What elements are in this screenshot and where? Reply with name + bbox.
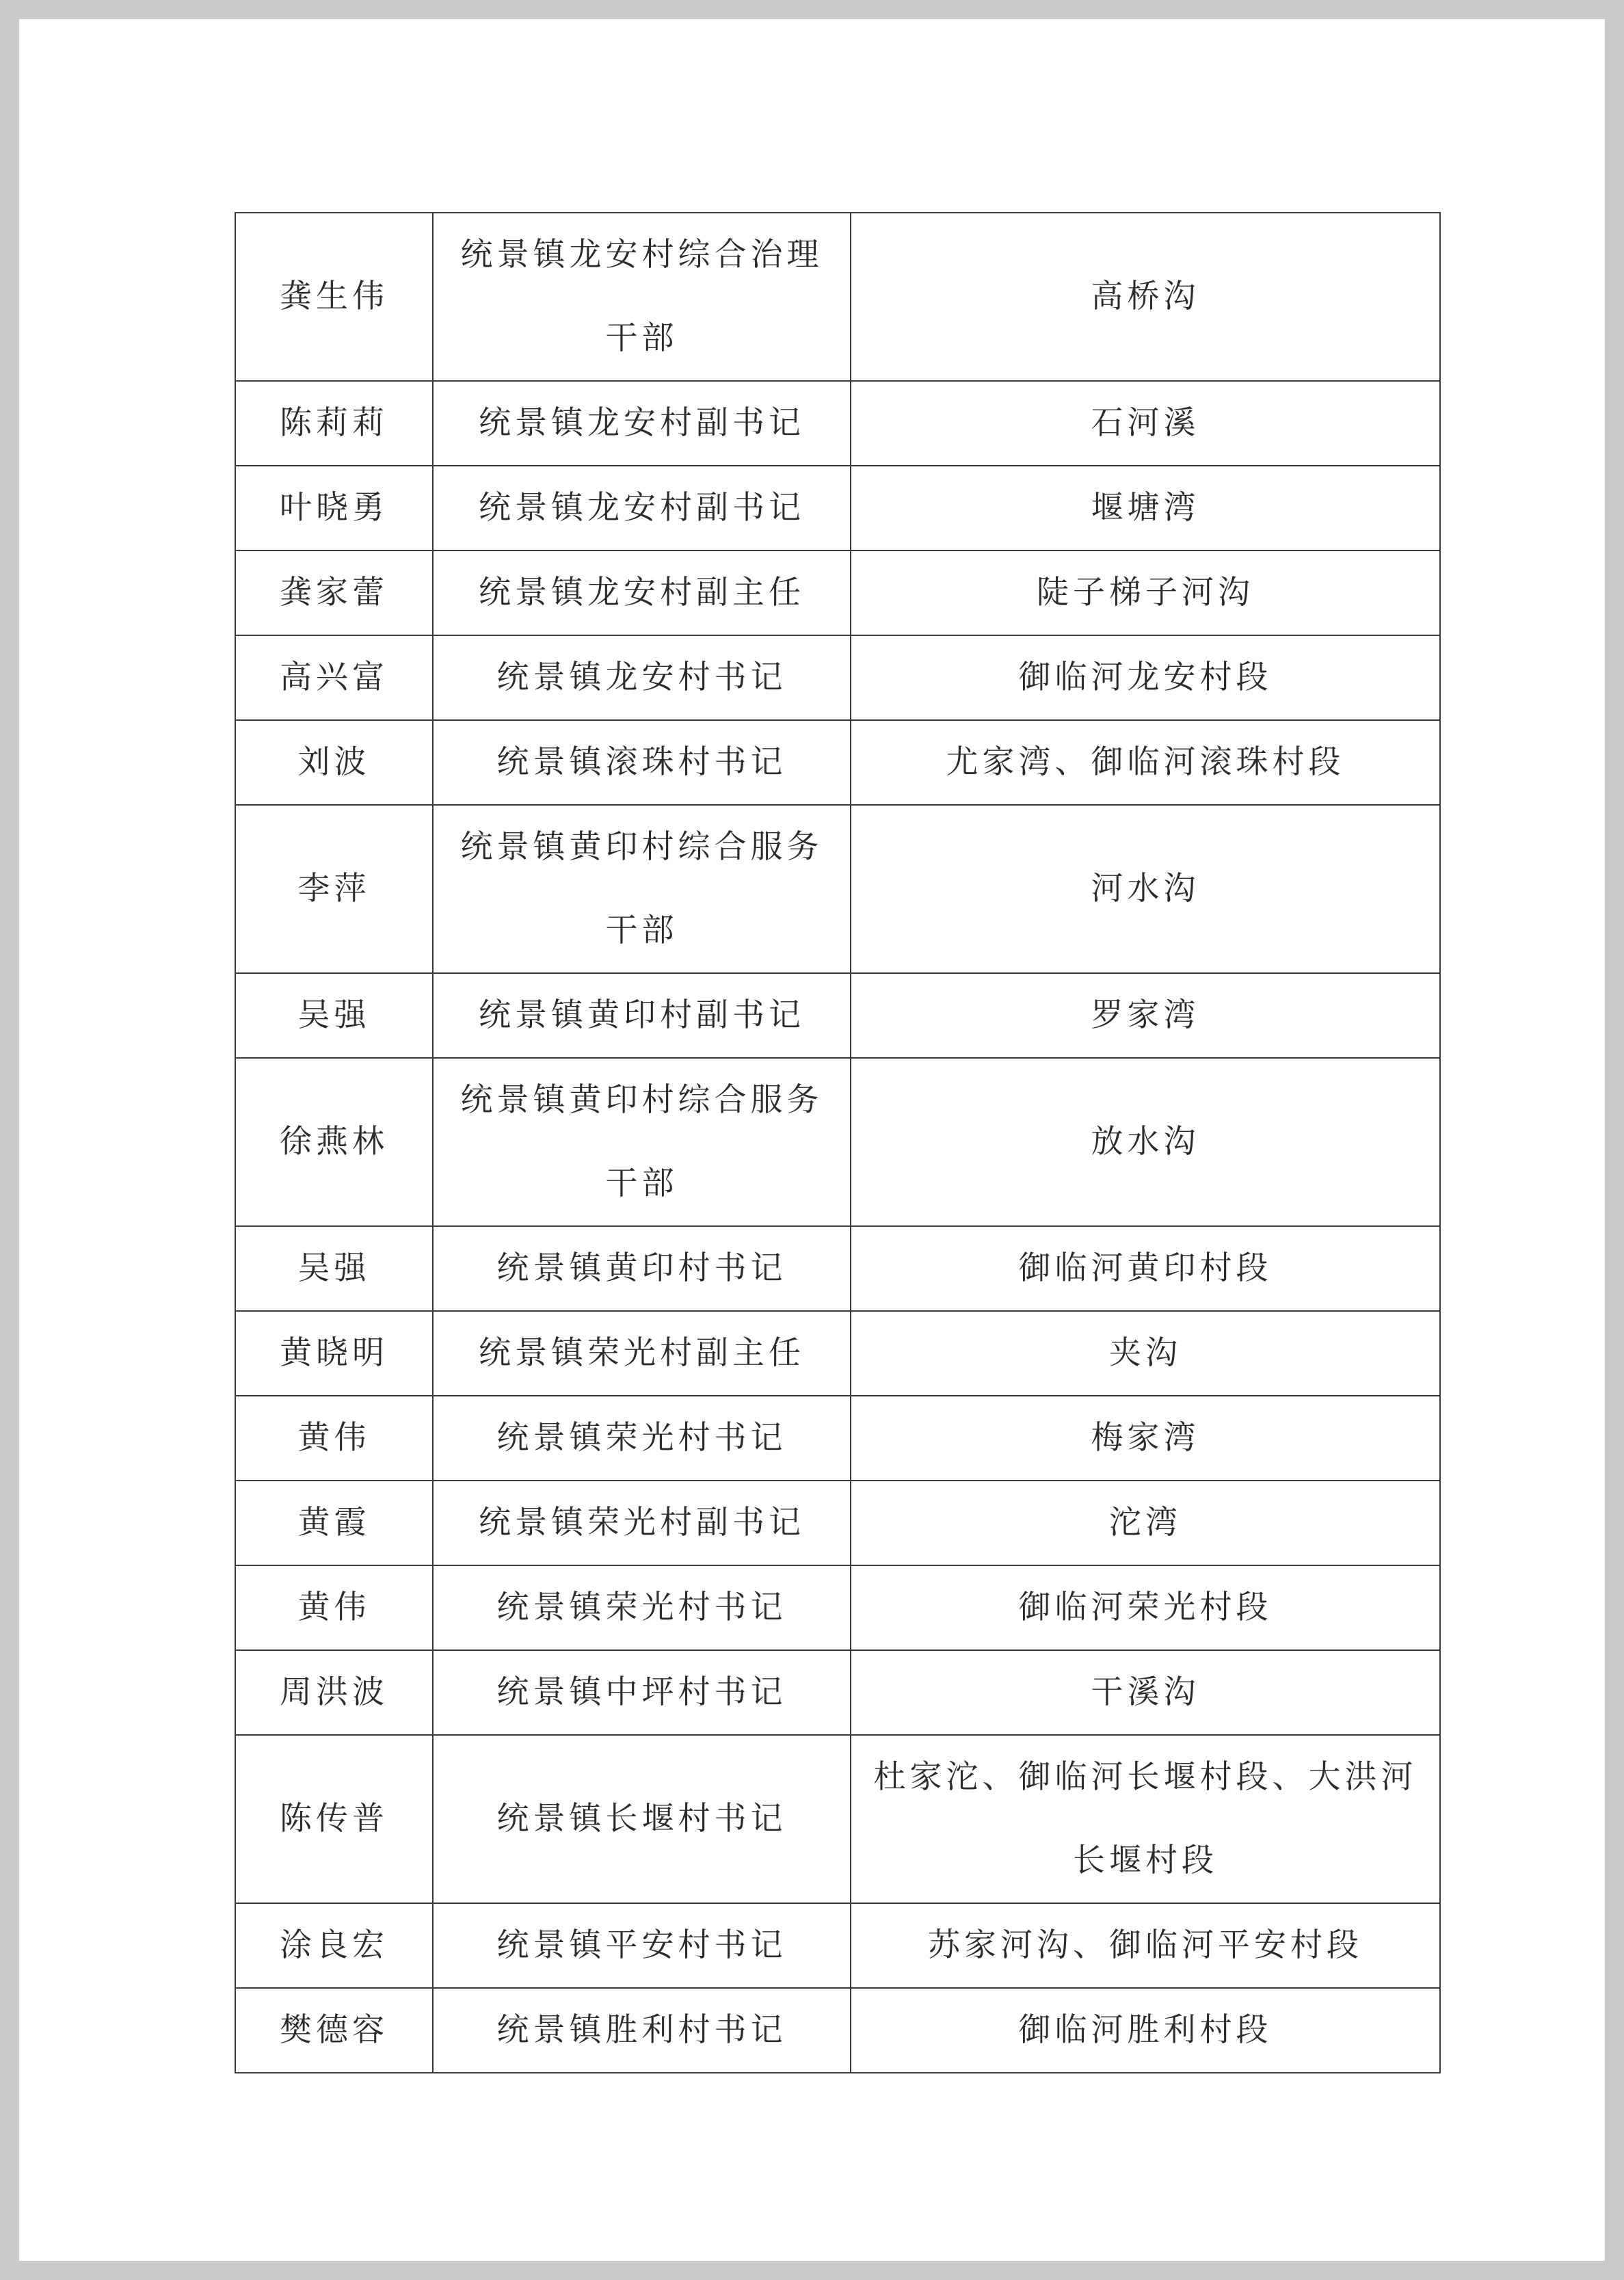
river-cell: 干溪沟 xyxy=(851,1650,1440,1735)
position-cell: 统景镇黄印村副书记 xyxy=(433,973,851,1058)
table-row xyxy=(235,720,1440,805)
table-row xyxy=(235,635,1440,720)
document-page xyxy=(19,19,1605,2261)
table-row xyxy=(235,551,1440,635)
river-cell: 堰塘湾 xyxy=(851,466,1440,551)
name-cell: 叶晓勇 xyxy=(235,466,433,551)
table-row xyxy=(235,1226,1440,1311)
name-cell: 黄霞 xyxy=(235,1481,433,1565)
table-row xyxy=(235,1735,1440,1903)
position-cell: 统景镇龙安村书记 xyxy=(433,635,851,720)
position-cell: 统景镇荣光村副主任 xyxy=(433,1311,851,1396)
river-cell: 杜家沱、御临河长堰村段、大洪河长堰村段 xyxy=(851,1735,1440,1903)
table-row xyxy=(235,1481,1440,1565)
table-row xyxy=(235,973,1440,1058)
position-cell: 统景镇龙安村综合治理干部 xyxy=(433,213,851,381)
river-cell: 尤家湾、御临河滚珠村段 xyxy=(851,720,1440,805)
name-cell: 龚生伟 xyxy=(235,213,433,381)
name-cell: 黄伟 xyxy=(235,1565,433,1650)
position-cell: 统景镇黄印村书记 xyxy=(433,1226,851,1311)
river-cell: 陡子梯子河沟 xyxy=(851,551,1440,635)
position-cell: 统景镇龙安村副主任 xyxy=(433,551,851,635)
name-cell: 徐燕林 xyxy=(235,1058,433,1226)
name-cell: 樊德容 xyxy=(235,1988,433,2073)
river-cell: 梅家湾 xyxy=(851,1396,1440,1481)
river-chief-table xyxy=(235,212,1441,2073)
river-cell: 罗家湾 xyxy=(851,973,1440,1058)
position-cell: 统景镇荣光村书记 xyxy=(433,1396,851,1481)
position-cell: 统景镇龙安村副书记 xyxy=(433,381,851,466)
table-row xyxy=(235,1565,1440,1650)
name-cell: 刘波 xyxy=(235,720,433,805)
position-cell: 统景镇长堰村书记 xyxy=(433,1735,851,1903)
table-row xyxy=(235,805,1440,973)
river-cell: 御临河黄印村段 xyxy=(851,1226,1440,1311)
name-cell: 周洪波 xyxy=(235,1650,433,1735)
name-cell: 吴强 xyxy=(235,1226,433,1311)
name-cell: 陈传普 xyxy=(235,1735,433,1903)
river-cell: 御临河荣光村段 xyxy=(851,1565,1440,1650)
river-cell: 高桥沟 xyxy=(851,213,1440,381)
position-cell: 统景镇荣光村书记 xyxy=(433,1565,851,1650)
position-cell: 统景镇荣光村副书记 xyxy=(433,1481,851,1565)
position-cell: 统景镇黄印村综合服务干部 xyxy=(433,1058,851,1226)
river-cell: 御临河龙安村段 xyxy=(851,635,1440,720)
name-cell: 高兴富 xyxy=(235,635,433,720)
name-cell: 涂良宏 xyxy=(235,1903,433,1988)
table-row xyxy=(235,1058,1440,1226)
river-cell: 河水沟 xyxy=(851,805,1440,973)
name-cell: 黄晓明 xyxy=(235,1311,433,1396)
river-cell: 夹沟 xyxy=(851,1311,1440,1396)
river-cell: 沱湾 xyxy=(851,1481,1440,1565)
river-cell: 苏家河沟、御临河平安村段 xyxy=(851,1903,1440,1988)
name-cell: 李萍 xyxy=(235,805,433,973)
position-cell: 统景镇平安村书记 xyxy=(433,1903,851,1988)
table-row xyxy=(235,1988,1440,2073)
river-cell: 御临河胜利村段 xyxy=(851,1988,1440,2073)
table-row xyxy=(235,213,1440,381)
position-cell: 统景镇中坪村书记 xyxy=(433,1650,851,1735)
name-cell: 龚家蕾 xyxy=(235,551,433,635)
table-row xyxy=(235,466,1440,551)
name-cell: 陈莉莉 xyxy=(235,381,433,466)
name-cell: 吴强 xyxy=(235,973,433,1058)
table-row xyxy=(235,1903,1440,1988)
river-cell: 放水沟 xyxy=(851,1058,1440,1226)
position-cell: 统景镇胜利村书记 xyxy=(433,1988,851,2073)
table-row xyxy=(235,1396,1440,1481)
table-row xyxy=(235,1650,1440,1735)
position-cell: 统景镇黄印村综合服务干部 xyxy=(433,805,851,973)
table-row xyxy=(235,381,1440,466)
position-cell: 统景镇龙安村副书记 xyxy=(433,466,851,551)
position-cell: 统景镇滚珠村书记 xyxy=(433,720,851,805)
river-cell: 石河溪 xyxy=(851,381,1440,466)
name-cell: 黄伟 xyxy=(235,1396,433,1481)
table-row xyxy=(235,1311,1440,1396)
